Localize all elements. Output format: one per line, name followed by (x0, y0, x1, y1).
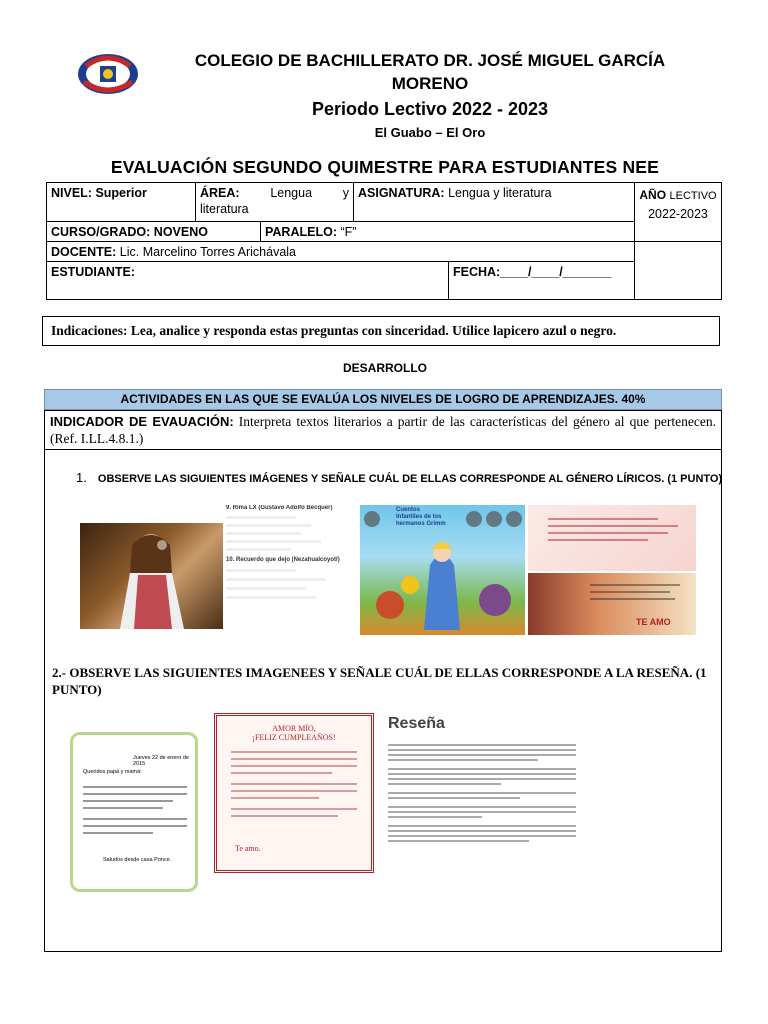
anio-label-2: LECTIVO (669, 190, 717, 202)
resena-line (388, 768, 576, 770)
card-sign: Te amo. (235, 844, 261, 853)
poem-line (226, 532, 301, 535)
script-line (548, 525, 678, 527)
jesus-image[interactable] (80, 523, 223, 629)
actividades-bar: ACTIVIDADES EN LAS QUE SE EVALÚA LOS NIVELES DE LOGRO DE APRENDIZAJES. 40% (44, 389, 722, 410)
letter-line (83, 793, 187, 795)
indicaciones-box: Indicaciones: Lea, analice y responda estas preguntas con sinceridad. Utilice lapicero azul o negro. (42, 316, 720, 346)
question-1-number: 1. (76, 470, 87, 485)
fecha-cell[interactable] (448, 261, 635, 300)
poem-image[interactable] (226, 505, 356, 633)
docente-value: Lic. Marcelino Torres Arichávala (119, 245, 296, 259)
area-label: ÁREA: (200, 186, 240, 200)
poem-line (226, 540, 321, 543)
school-name-line2: MORENO (391, 74, 469, 93)
letter-greeting: Queridos papá y mamá: (83, 769, 142, 775)
asignatura-cell (353, 182, 635, 222)
card-line (231, 790, 357, 792)
period-title: Periodo Lectivo 2022 - 2023 (311, 99, 549, 119)
letter-image[interactable] (70, 732, 198, 892)
letter-line (83, 825, 187, 827)
letter-line (83, 807, 163, 809)
indicador-label: INDICADOR DE EVAUACIÓN: (50, 414, 234, 429)
resena-line (388, 783, 501, 785)
estudiante-cell[interactable] (46, 261, 449, 300)
resena-image[interactable] (380, 713, 580, 873)
resena-line (388, 749, 576, 751)
asignatura-value: Lengua y literatura (448, 186, 552, 200)
resena-line (388, 759, 538, 761)
script-line (590, 584, 680, 586)
curso-value: NOVENO (153, 225, 208, 239)
paralelo-cell (260, 221, 635, 242)
indicador-text: Interpreta textos literarios a partir de las características del género al que pertenecen. (Ref. I.LL.4.8.1.) (50, 414, 717, 446)
fairytale-image[interactable] (360, 505, 525, 635)
card-line (231, 758, 357, 760)
te-amo-text: TE AMO (636, 617, 671, 627)
card-line (231, 808, 357, 810)
poem-line (226, 569, 296, 572)
poem-line (226, 516, 296, 519)
card-title-2: ¡FELIZ CUMPLEAÑOS! (252, 733, 336, 742)
resena-line (388, 744, 576, 746)
script-line (548, 539, 648, 541)
script-line (590, 591, 670, 593)
card-title-1: AMOR MÍO, (272, 724, 316, 733)
card-line (231, 797, 319, 799)
card-line (231, 783, 357, 785)
resena-line (388, 806, 576, 808)
poem-title-2: 10. Recuerdo que dejo (Nezahualcoyotl) (226, 557, 340, 563)
script-line (590, 598, 675, 600)
area-value-3: literatura (200, 202, 249, 216)
estudiante-label: ESTUDIANTE: (51, 265, 136, 279)
resena-line (388, 754, 576, 756)
poem-line (226, 596, 316, 599)
indicador-row (44, 410, 722, 450)
poem-line (226, 548, 291, 551)
resena-line (388, 773, 576, 775)
question-2: 2.- OBSERVE LAS SIGUIENTES IMAGENEES Y SEÑALE CUÁL DE ELLAS CORRESPONDE A LA RESEÑA. (1 PUNTO) (52, 665, 707, 697)
birthday-card-image[interactable] (214, 713, 374, 873)
nivel-cell (46, 182, 196, 222)
paralelo-label: PARALELO: (265, 225, 337, 239)
resena-line (388, 835, 576, 837)
card-line (231, 772, 332, 774)
poem-line (226, 578, 326, 581)
script-line (548, 518, 658, 520)
letter-date: Jueves 22 de enero de 2015 (133, 755, 189, 767)
nivel-text: NIVEL: Superior (51, 186, 147, 200)
fairytale-title: Cuentos Infantiles de los hermanos Grimm (396, 507, 446, 527)
question-1 (76, 470, 722, 485)
curso-label: CURSO/GRADO: (51, 225, 151, 239)
poem-line (226, 587, 306, 590)
anio-cell (634, 182, 722, 242)
card-line (231, 815, 338, 817)
desarrollo-heading: DESARROLLO (343, 361, 427, 375)
resena-line (388, 811, 576, 813)
fecha-label: FECHA:____/____/_______ (453, 265, 612, 279)
question-1-text: OBSERVE LAS SIGUIENTES IMÁGENES Y SEÑALE CUÁL DE ELLAS CORRESPONDE AL GÉNERO LÍRICOS. (1 PUNTO) (97, 473, 723, 485)
letter-closing: Saludos desde casa Ponce. (103, 857, 172, 863)
area-value-1: Lengua (270, 186, 313, 200)
letter-line (83, 800, 173, 802)
anio-label-1: AÑO (639, 188, 667, 202)
docente-cell (46, 241, 635, 262)
school-logo (76, 48, 140, 100)
paralelo-value: “F” (340, 225, 357, 239)
letter-line (83, 832, 153, 834)
area-value-2: y (342, 186, 349, 200)
resena-line (388, 825, 576, 827)
empty-cell (634, 241, 722, 300)
poem-card-image[interactable] (528, 505, 696, 571)
asignatura-label: ASIGNATURA: (358, 186, 445, 200)
te-amo-image[interactable] (528, 573, 696, 635)
card-line (231, 751, 357, 753)
area-cell (195, 182, 354, 222)
docente-label: DOCENTE: (51, 245, 117, 259)
evaluation-title: EVALUACIÓN SEGUNDO QUIMESTRE PARA ESTUDIANTES NEE (110, 157, 660, 177)
location: El Guabo – El Oro (374, 125, 486, 140)
poem-title-1: 9. Rima LX (Gustavo Adolfo Bécquer) (226, 505, 333, 511)
curso-cell (46, 221, 261, 242)
poem-line (226, 524, 311, 527)
letter-line (83, 786, 187, 788)
resena-line (388, 830, 576, 832)
script-line (548, 532, 668, 534)
anio-value: 2022-2023 (648, 207, 708, 221)
resena-line (388, 778, 576, 780)
letter-line (83, 818, 187, 820)
school-name-line1: COLEGIO DE BACHILLERATO DR. JOSÉ MIGUEL GARCÍA (194, 51, 666, 70)
resena-line (388, 840, 529, 842)
card-line (231, 765, 357, 767)
resena-line (388, 792, 576, 794)
resena-title: Reseña (388, 715, 445, 732)
resena-line (388, 797, 520, 799)
resena-line (388, 816, 482, 818)
